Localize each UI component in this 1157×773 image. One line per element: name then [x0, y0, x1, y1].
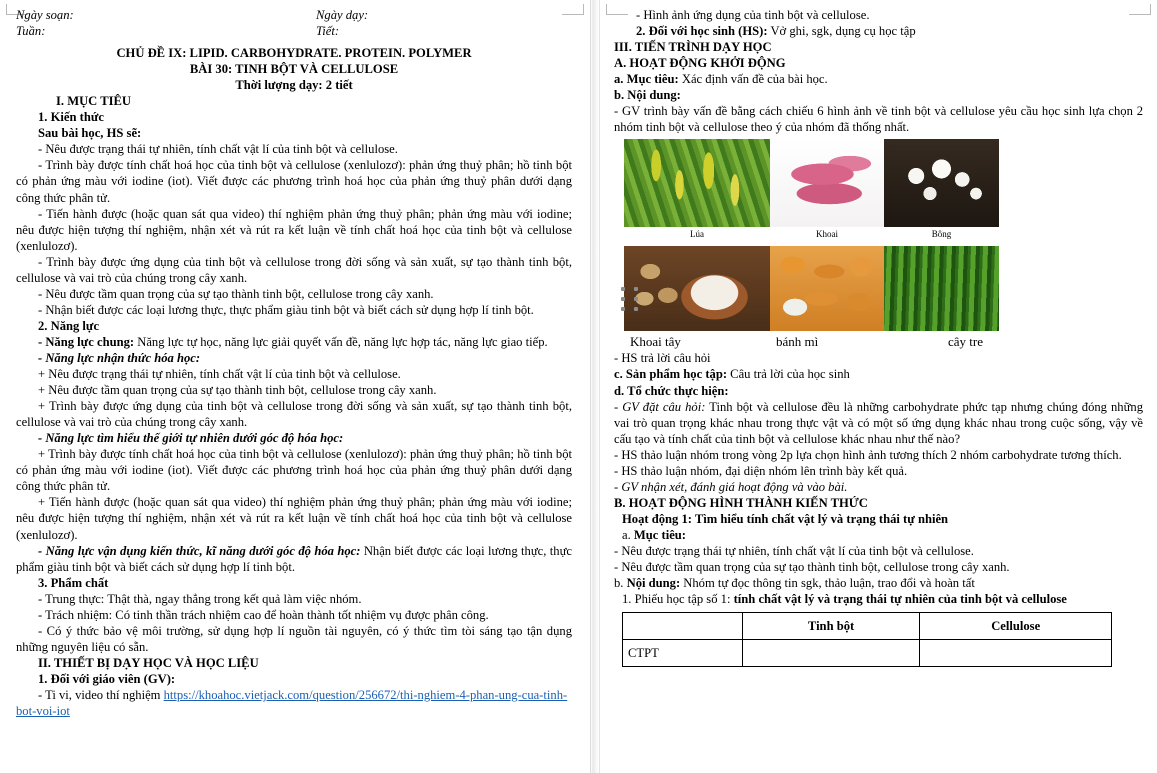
a-objective-label: a. Mục tiêu: — [614, 72, 679, 87]
student-materials-label: 2. Đối với học sinh (HS): — [636, 24, 768, 39]
worksheet-bold: tính chất vật lý và trạng thái tự nhiên của tinh bột và cellulose — [733, 592, 1067, 607]
objective-2: - Trình bày được tính chất hoá học của tinh bột và cellulose (xenlulozơ): phản ứng thuỷ phân; hồ tinh bột có phản ứng màu với iodine (iot). Viết được các phương trình hoá học của phản ứng thuỷ phân dưới dạng công thức phân tử. — [16, 158, 572, 205]
field-ngay-soan: Ngày soạn: — [16, 8, 74, 22]
potato-caption: Khoai tây — [630, 333, 681, 349]
objective-4: - Trình bày được ứng dụng của tinh bột và cellulose trong đời sống và sản xuất, sự tạo thành tinh bột, cellulose và vai trò của chúng trong cây xanh. — [16, 254, 572, 285]
teacher-question-label: - GV đặt câu hỏi: — [614, 399, 706, 414]
teacher-materials — [16, 687, 572, 719]
cotton-caption: Bông — [931, 229, 952, 240]
quality-3: - Có ý thức bảo vệ môi trường, sử dụng hợp lí nguồn tài nguyên, có ý thức tìm tòi sáng tạo tận dụng những nguyên liệu có sẵn. — [16, 623, 572, 654]
rice-caption: Lúa — [690, 229, 704, 240]
illustration-cell-cotton — [884, 139, 999, 240]
handle-dot — [621, 307, 625, 311]
section-ii-heading: II. THIẾT BỊ DẠY HỌC VÀ HỌC LIỆU — [38, 655, 259, 670]
duration-title: Thời lượng dạy: 2 tiết — [235, 78, 353, 93]
competency-awareness-label: - Năng lực nhận thức hóa học: — [38, 350, 201, 365]
bamboo-image — [884, 246, 999, 331]
handle-dot — [634, 307, 638, 311]
competency-awareness-1: + Nêu được trạng thái tự nhiên, tính chất vật lí của tinh bột và cellulose. — [38, 367, 401, 382]
worksheet-prefix: 1. Phiếu học tập số 1: — [622, 592, 734, 607]
a-objective-text: Xác định vấn đề của bài học. — [678, 72, 828, 87]
activity-1-content-prefix: b. — [614, 576, 627, 591]
potato-flour-image — [624, 246, 770, 331]
table-row[interactable] — [623, 640, 1112, 667]
document-page-right[interactable] — [600, 0, 1157, 773]
rice-image — [624, 139, 770, 227]
illustration-cell-rice — [624, 139, 770, 240]
activity-1-content — [614, 575, 1143, 591]
objective-1: - Nêu được trạng thái tự nhiên, tính chất vật lí của tinh bột và cellulose. — [38, 142, 398, 157]
page-drag-handle[interactable] — [621, 287, 641, 313]
bamboo-caption: cây tre — [947, 333, 983, 349]
field-ngay-day: Ngày dạy: — [316, 8, 369, 22]
experiment-video-link[interactable]: https://khoahoc.vietjack.com/question/256672/thi-nghiem-4-phan-ung-cua-tinh-bot-voi-iot — [16, 687, 568, 719]
illustration-cell-sweet-potato — [770, 139, 884, 240]
student-answer-item: - HS trả lời câu hỏi — [614, 351, 711, 366]
heading-pham-chat: 3. Phẩm chất — [38, 575, 109, 590]
objective-6: - Nhận biết được các loại lương thực, thực phẩm giàu tinh bột và biết cách sử dụng hợp lí tinh bột. — [38, 302, 534, 317]
table-header-tinh-bot: Tinh bột — [742, 613, 920, 640]
competency-inquiry-1: + Trình bày được tính chất hoá học của tinh bột và cellulose (xenlulozơ): phản ứng thuỷ phân; hồ tinh bột có phản ứng màu với iodine (iot). Viết được các phương trình hoá học của phản ứng thuỷ phân dưới dạng công thức phân tử. — [16, 447, 572, 494]
c-product-label: c. Sản phẩm học tập: — [614, 367, 728, 382]
table-cell-ctpt-cellulose[interactable] — [920, 640, 1112, 667]
page-right-content — [600, 0, 1157, 667]
student-discussion-2: - HS thảo luận nhóm, đại diện nhóm lên trình bày kết quả. — [614, 463, 908, 478]
teacher-question — [614, 399, 1143, 447]
illustration-row-2 — [624, 246, 999, 351]
competency-general-label: - Năng lực chung: — [38, 334, 135, 349]
student-discussion-1: - HS thảo luận nhóm trong vòng 2p lựa chọn hình ảnh tương thích 2 nhóm carbohydrate tương thích. — [614, 447, 1122, 462]
worksheet-title — [622, 591, 1143, 607]
b-content-label: b. Nội dung: — [614, 88, 681, 103]
handle-dot — [634, 297, 638, 301]
illustration-cell-potato — [624, 246, 770, 351]
table-cell-ctpt-tinhbot[interactable] — [742, 640, 920, 667]
illustration-cell-bamboo — [884, 246, 999, 351]
competency-general-text: Năng lực tự học, năng lực giải quyết vấn đề, năng lực hợp tác, năng lực giao tiếp. — [134, 334, 548, 349]
section-iii-heading: III. TIẾN TRÌNH DẠY HỌC — [614, 40, 772, 55]
section-a-heading: A. HOẠT ĐỘNG KHỞI ĐỘNG — [614, 56, 786, 71]
activity-1-objective — [622, 527, 1143, 543]
student-materials — [614, 23, 1143, 39]
heading-kien-thuc: 1. Kiến thức — [38, 110, 104, 125]
competency-application — [16, 543, 572, 575]
activity-1-heading: Hoạt động 1: Tìm hiểu tính chất vật lý và trạng thái tự nhiên — [622, 511, 949, 526]
competency-application-label: - Năng lực vận dụng kiến thức, kĩ năng dưới góc độ hóa học: — [38, 543, 361, 558]
field-tuan: Tuần: — [16, 24, 46, 39]
b-content-text: - GV trình bày vấn đề bằng cách chiếu 6 hình ảnh về tinh bột và cellulose yêu cầu học sinh lựa chọn 2 nhóm tinh bột và cellulose theo ý của nhóm đã thống nhất. — [614, 104, 1143, 135]
activity-1-objective-label: Mục tiêu: — [633, 527, 686, 542]
table-header-cellulose: Cellulose — [920, 613, 1112, 640]
teacher-materials-text: - Ti vi, video thí nghiệm — [38, 687, 164, 702]
bread-caption: bánh mì — [776, 333, 819, 349]
page-gutter — [590, 0, 600, 773]
chapter-title: CHỦ ĐỀ IX: LIPID. CARBOHYDRATE. PROTEIN. POLYMER — [116, 46, 472, 61]
teacher-question-text: Tinh bột và cellulose đều là những carbohydrate phức tạp nhưng chúng đóng những vai trò quan trọng khác nhau trong thực vật và có một số ứng dụng khác nhau trong cuộc sống, vậy về cấu tạo và tính chất của tinh bột và cellulose khác nhau như thế nào? — [614, 399, 1143, 446]
activity-1-obj-line-2: - Nêu được tầm quan trọng của sự tạo thành tinh bột, cellulose trong cây xanh. — [614, 560, 1010, 575]
heading-doi-voi-gv: 1. Đối với giáo viên (GV): — [38, 671, 176, 686]
student-materials-text: Vở ghi, sgk, dụng cụ học tập — [767, 24, 916, 39]
sweet-potato-image — [770, 139, 884, 227]
teacher-feedback: - GV nhận xét, đánh giá hoạt động và vào bài. — [614, 479, 848, 494]
objective-5: - Nêu được tầm quan trọng của sự tạo thành tinh bột, cellulose trong cây xanh. — [38, 286, 434, 301]
table-header-blank — [623, 613, 743, 640]
illustration-grid — [624, 139, 999, 350]
worksheet-table[interactable] — [622, 612, 1112, 667]
heading-nang-luc: 2. Năng lực — [38, 318, 100, 333]
activity-1-content-label: Nội dung: — [626, 576, 681, 591]
handle-dot — [621, 297, 625, 301]
c-product — [614, 366, 1143, 382]
c-product-text: Câu trả lời của học sinh — [727, 367, 850, 382]
header-row-1 — [16, 7, 572, 23]
sweet-potato-caption: Khoai — [816, 229, 838, 240]
competency-application-text: Nhận biết được các loại lương thực, thực phẩm giàu tinh bột và biết cách sử dụng hợp lí tinh bột. — [16, 543, 573, 574]
competency-general — [16, 334, 572, 350]
field-tiet: Tiết: — [316, 24, 340, 39]
activity-1-obj-line-1: - Nêu được trạng thái tự nhiên, tính chất vật lí của tinh bột và cellulose. — [614, 543, 974, 558]
cotton-image — [884, 139, 999, 227]
handle-dot — [621, 287, 625, 291]
competency-awareness-2: + Nêu được tầm quan trọng của sự tạo thành tinh bột, cellulose trong cây xanh. — [38, 383, 437, 398]
header-row-2 — [16, 23, 572, 39]
section-i-heading: I. MỤC TIÊU — [56, 94, 131, 109]
activity-1-content-text: Nhóm tự đọc thông tin sgk, thảo luận, trao đổi và hoàn tất — [680, 576, 975, 591]
d-organization-label: d. Tổ chức thực hiện: — [614, 383, 729, 398]
competency-inquiry-2: + Tiến hành được (hoặc quan sát qua video) thí nghiệm phản ứng thuỷ phân; phản ứng màu với iodine; nêu được hiện tượng thí nghiệm, nhận xét và rút ra kết luận về tính chất hoá học của tinh bột và cellulose (xenlulozơ). — [16, 495, 572, 542]
heading-sau-bai-hoc: Sau bài học, HS sẽ: — [38, 126, 142, 141]
a-objective — [614, 71, 1143, 87]
quality-1: - Trung thực: Thật thà, ngay thẳng trong kết quả làm việc nhóm. — [38, 591, 362, 606]
page-left-content — [0, 0, 590, 719]
handle-dot — [634, 287, 638, 291]
bread-image — [770, 246, 884, 331]
illustration-row-1 — [624, 139, 999, 240]
quality-2: - Trách nhiệm: Có tinh thần trách nhiệm cao để hoàn thành tốt nhiệm vụ được phân công. — [38, 607, 489, 622]
lesson-title: BÀI 30: TINH BỘT VÀ CELLULOSE — [189, 62, 399, 77]
section-b-heading: B. HOẠT ĐỘNG HÌNH THÀNH KIẾN THỨC — [614, 495, 868, 510]
teacher-images-item: - Hình ảnh ứng dụng của tinh bột và cellulose. — [636, 8, 870, 22]
activity-1-objective-prefix: a. — [622, 527, 634, 542]
table-header-row — [623, 613, 1112, 640]
illustration-cell-bread — [770, 246, 884, 351]
competency-awareness-3: + Trình bày được ứng dụng của tinh bột và cellulose trong đời sống và sản xuất, sự tạo thành tinh bột, cellulose và vai trò của chúng trong cây xanh. — [16, 399, 572, 430]
competency-inquiry-label: - Năng lực tìm hiểu thế giới tự nhiên dưới góc độ hóa học: — [38, 431, 344, 446]
table-cell-ctpt-label[interactable]: CTPT — [623, 640, 743, 667]
objective-3: - Tiến hành được (hoặc quan sát qua video) thí nghiệm phản ứng thuỷ phân; phản ứng màu với iodine; nêu được hiện tượng thí nghiệm, nhận xét và rút ra kết luận về tính chất hoá học của tinh bột và cellulose (xenlulozơ). — [16, 206, 572, 253]
